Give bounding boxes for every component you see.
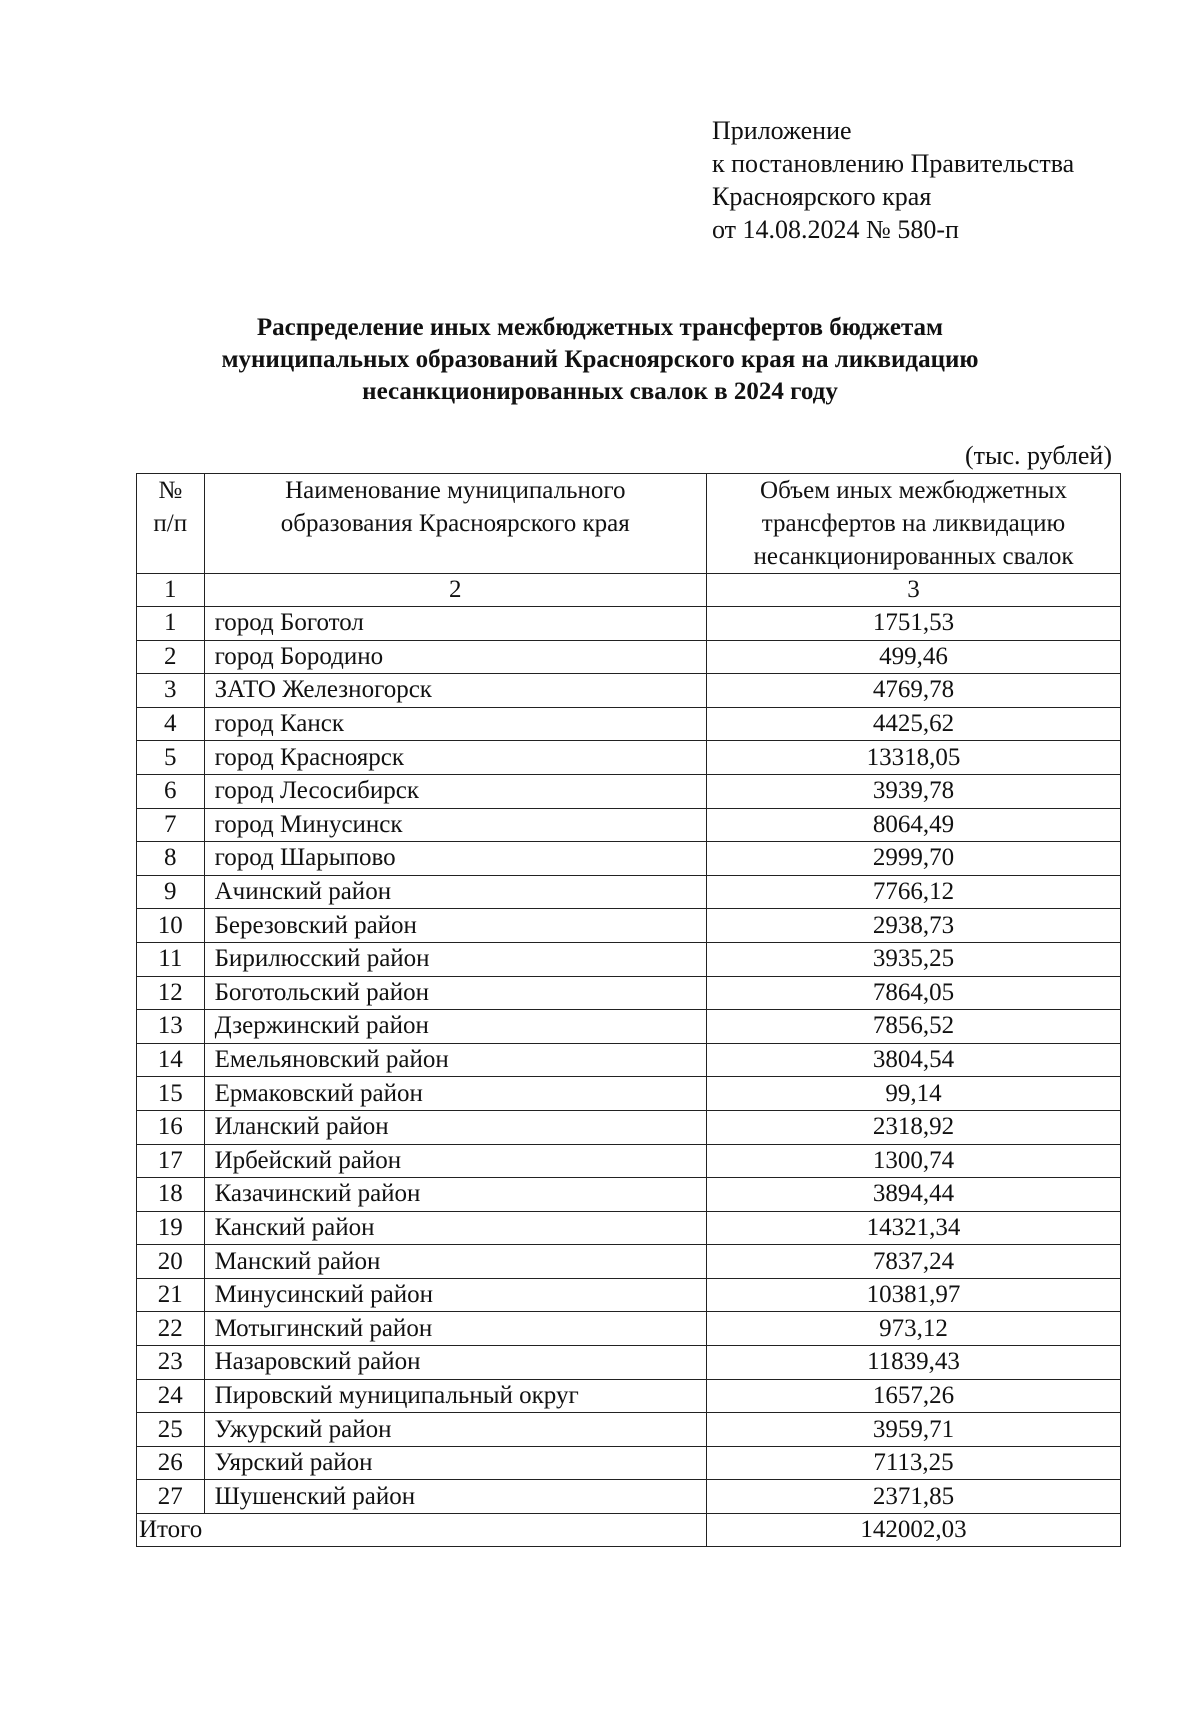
header-line: Наименование муниципального xyxy=(285,477,626,504)
row-name: Иланский район xyxy=(204,1110,706,1144)
row-name: Березовский район xyxy=(204,909,706,943)
document-title xyxy=(150,312,1050,408)
row-name: город Красноярск xyxy=(204,741,706,775)
row-value: 3959,71 xyxy=(707,1413,1121,1447)
header-line: образования Красноярского края xyxy=(280,510,630,537)
total-label: Итого xyxy=(137,1514,707,1547)
column-number: 2 xyxy=(204,574,706,607)
row-value: 3804,54 xyxy=(707,1043,1121,1077)
table-row xyxy=(137,1110,1121,1144)
title-line: несанкционированных свалок в 2024 году xyxy=(362,378,838,405)
table-row xyxy=(137,1077,1121,1111)
row-number: 18 xyxy=(137,1178,205,1212)
row-value: 2371,85 xyxy=(707,1480,1121,1514)
row-name: Ачинский район xyxy=(204,875,706,909)
row-number: 24 xyxy=(137,1379,205,1413)
row-value: 973,12 xyxy=(707,1312,1121,1346)
row-number: 1 xyxy=(137,607,205,641)
row-number: 27 xyxy=(137,1480,205,1514)
row-value: 2318,92 xyxy=(707,1110,1121,1144)
table-row xyxy=(137,842,1121,876)
row-number: 8 xyxy=(137,842,205,876)
row-name: Бирилюсский район xyxy=(204,942,706,976)
row-value: 1751,53 xyxy=(707,607,1121,641)
row-number: 4 xyxy=(137,707,205,741)
row-value: 99,14 xyxy=(707,1077,1121,1111)
table-row xyxy=(137,808,1121,842)
row-name: Уярский район xyxy=(204,1446,706,1480)
table-row xyxy=(137,774,1121,808)
table-row xyxy=(137,1480,1121,1514)
table-row xyxy=(137,741,1121,775)
row-name: Канский район xyxy=(204,1211,706,1245)
header-line: несанкционированных свалок xyxy=(753,543,1074,570)
row-number: 23 xyxy=(137,1346,205,1380)
table-row xyxy=(137,1144,1121,1178)
title-line: Распределение иных межбюджетных трансфертов бюджетам xyxy=(256,314,944,341)
transfers-table xyxy=(136,473,1121,1547)
row-number: 15 xyxy=(137,1077,205,1111)
row-value: 499,46 xyxy=(707,640,1121,674)
annex-header xyxy=(712,114,1074,246)
row-name: Пировский муниципальный округ xyxy=(204,1379,706,1413)
table-row xyxy=(137,1211,1121,1245)
table-row xyxy=(137,640,1121,674)
row-number: 12 xyxy=(137,976,205,1010)
header-name xyxy=(204,474,706,574)
row-value: 13318,05 xyxy=(707,741,1121,775)
row-value: 2999,70 xyxy=(707,842,1121,876)
table-row xyxy=(137,1379,1121,1413)
row-name: город Канск xyxy=(204,707,706,741)
row-number: 7 xyxy=(137,808,205,842)
table-row xyxy=(137,942,1121,976)
table-row xyxy=(137,875,1121,909)
column-number: 1 xyxy=(137,574,205,607)
row-name: ЗАТО Железногорск xyxy=(204,674,706,708)
table-row xyxy=(137,1446,1121,1480)
header-line: п/п xyxy=(153,510,188,537)
table-row xyxy=(137,707,1121,741)
row-number: 16 xyxy=(137,1110,205,1144)
row-value: 3939,78 xyxy=(707,774,1121,808)
row-number: 14 xyxy=(137,1043,205,1077)
row-value: 4769,78 xyxy=(707,674,1121,708)
row-name: Минусинский район xyxy=(204,1278,706,1312)
table-row xyxy=(137,1043,1121,1077)
row-number: 5 xyxy=(137,741,205,775)
table-row xyxy=(137,909,1121,943)
row-name: город Бородино xyxy=(204,640,706,674)
row-name: город Минусинск xyxy=(204,808,706,842)
header-value xyxy=(707,474,1121,574)
row-value: 7113,25 xyxy=(707,1446,1121,1480)
row-value: 8064,49 xyxy=(707,808,1121,842)
row-name: Ирбейский район xyxy=(204,1144,706,1178)
row-value: 7837,24 xyxy=(707,1245,1121,1279)
row-value: 1657,26 xyxy=(707,1379,1121,1413)
row-number: 20 xyxy=(137,1245,205,1279)
row-number: 10 xyxy=(137,909,205,943)
row-value: 7856,52 xyxy=(707,1010,1121,1044)
header-number xyxy=(137,474,205,574)
row-value: 10381,97 xyxy=(707,1278,1121,1312)
row-name: Назаровский район xyxy=(204,1346,706,1380)
row-value: 2938,73 xyxy=(707,909,1121,943)
table-row xyxy=(137,1278,1121,1312)
table-row xyxy=(137,1413,1121,1447)
total-row xyxy=(137,1514,1121,1547)
row-number: 6 xyxy=(137,774,205,808)
annex-line: Красноярского края xyxy=(712,182,932,211)
table-row xyxy=(137,1010,1121,1044)
row-value: 3894,44 xyxy=(707,1178,1121,1212)
header-line: трансфертов на ликвидацию xyxy=(761,510,1066,537)
row-name: город Лесосибирск xyxy=(204,774,706,808)
table-row xyxy=(137,1245,1121,1279)
row-value: 7766,12 xyxy=(707,875,1121,909)
row-value: 14321,34 xyxy=(707,1211,1121,1245)
table-row xyxy=(137,1178,1121,1212)
row-value: 11839,43 xyxy=(707,1346,1121,1380)
annex-line: от 14.08.2024 № 580-п xyxy=(712,215,959,244)
total-value: 142002,03 xyxy=(707,1514,1121,1547)
row-name: город Боготол xyxy=(204,607,706,641)
table-row xyxy=(137,1346,1121,1380)
row-name: Боготольский район xyxy=(204,976,706,1010)
table-row xyxy=(137,674,1121,708)
row-number: 22 xyxy=(137,1312,205,1346)
row-number: 2 xyxy=(137,640,205,674)
header-line: Объем иных межбюджетных xyxy=(760,477,1067,504)
row-number: 26 xyxy=(137,1446,205,1480)
column-number: 3 xyxy=(707,574,1121,607)
row-number: 17 xyxy=(137,1144,205,1178)
row-name: город Шарыпово xyxy=(204,842,706,876)
table-row xyxy=(137,607,1121,641)
row-value: 1300,74 xyxy=(707,1144,1121,1178)
table-header-row xyxy=(137,474,1121,574)
row-value: 7864,05 xyxy=(707,976,1121,1010)
row-number: 3 xyxy=(137,674,205,708)
annex-line: Приложение xyxy=(712,116,852,145)
row-name: Дзержинский район xyxy=(204,1010,706,1044)
row-number: 11 xyxy=(137,942,205,976)
table-row xyxy=(137,1312,1121,1346)
row-value: 3935,25 xyxy=(707,942,1121,976)
row-name: Мотыгинский район xyxy=(204,1312,706,1346)
units-label: (тыс. рублей) xyxy=(964,441,1112,470)
row-name: Ермаковский район xyxy=(204,1077,706,1111)
row-number: 9 xyxy=(137,875,205,909)
annex-line: к постановлению Правительства xyxy=(712,149,1075,178)
row-number: 19 xyxy=(137,1211,205,1245)
header-line: № xyxy=(158,477,183,504)
row-name: Шушенский район xyxy=(204,1480,706,1514)
row-name: Емельяновский район xyxy=(204,1043,706,1077)
row-name: Казачинский район xyxy=(204,1178,706,1212)
title-line: муниципальных образований Красноярского края на ликвидацию xyxy=(221,346,979,373)
row-number: 13 xyxy=(137,1010,205,1044)
row-name: Ужурский район xyxy=(204,1413,706,1447)
row-value: 4425,62 xyxy=(707,707,1121,741)
row-number: 21 xyxy=(137,1278,205,1312)
row-number: 25 xyxy=(137,1413,205,1447)
row-name: Манский район xyxy=(204,1245,706,1279)
column-numbers-row xyxy=(137,574,1121,607)
table-row xyxy=(137,976,1121,1010)
